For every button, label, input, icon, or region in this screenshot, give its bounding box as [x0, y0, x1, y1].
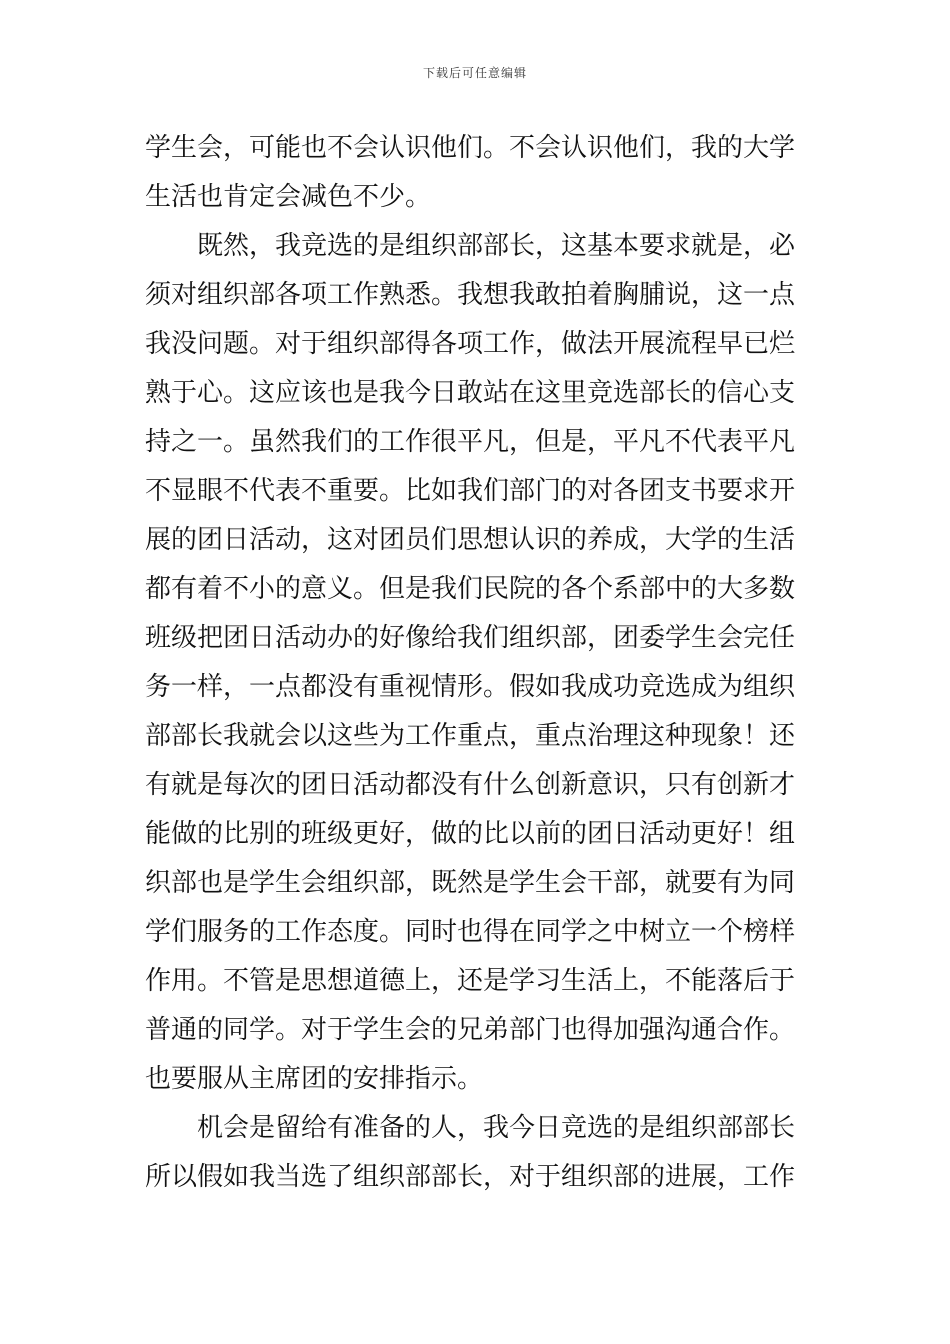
text-line: 也要服从主席团的安排指示。 — [145, 1064, 484, 1094]
text-line: 班级把团日活动办的好像给我们组织部，团委学生会完任 — [145, 623, 796, 653]
document-body — [145, 124, 807, 1202]
text-line: 作用。不管是思想道德上，还是学习生活上，不能落后于 — [145, 966, 796, 996]
text-line: 普通的同学。对于学生会的兄弟部门也得加强沟通合作。 — [145, 1015, 796, 1045]
paragraph — [145, 222, 807, 1104]
text-line: 我没问题。对于组织部得各项工作，做法开展流程早已烂 — [145, 329, 796, 359]
text-line: 学生会，可能也不会认识他们。不会认识他们，我的大学 — [145, 133, 796, 163]
text-line: 须对组织部各项工作熟悉。我想我敢拍着胸脯说，这一点 — [145, 280, 796, 310]
text-line: 学们服务的工作态度。同时也得在同学之中树立一个榜样 — [145, 917, 796, 947]
text-line: 务一样，一点都没有重视情形。假如我成功竞选成为组织 — [145, 672, 796, 702]
text-line: 不显眼不代表不重要。比如我们部门的对各团支书要求开 — [145, 476, 796, 506]
text-line: 织部也是学生会组织部，既然是学生会干部，就要有为同 — [145, 868, 796, 898]
text-line: 机会是留给有准备的人，我今日竞选的是组织部部长 — [145, 1113, 796, 1143]
text-line: 生活也肯定会减色不少。 — [145, 182, 432, 212]
text-line: 所以假如我当选了组织部部长，对于组织部的进展，工作 — [145, 1162, 796, 1192]
text-line: 展的团日活动，这对团员们思想认识的养成，大学的生活 — [145, 525, 796, 555]
page-header: 下载后可任意编辑 — [422, 66, 527, 80]
paragraph — [145, 1104, 807, 1202]
text-line: 部部长我就会以这些为工作重点，重点治理这种现象！还 — [145, 721, 796, 751]
text-line: 都有着不小的意义。但是我们民院的各个系部中的大多数 — [145, 574, 796, 604]
text-line: 既然，我竞选的是组织部部长，这基本要求就是，必 — [145, 231, 796, 261]
text-line: 有就是每次的团日活动都没有什么创新意识，只有创新才 — [145, 770, 796, 800]
text-line: 能做的比别的班级更好，做的比以前的团日活动更好！组 — [145, 819, 796, 849]
text-line: 持之一。虽然我们的工作很平凡，但是，平凡不代表平凡 — [145, 427, 796, 457]
text-line: 熟于心。这应该也是我今日敢站在这里竞选部长的信心支 — [145, 378, 796, 408]
paragraph — [145, 124, 807, 222]
